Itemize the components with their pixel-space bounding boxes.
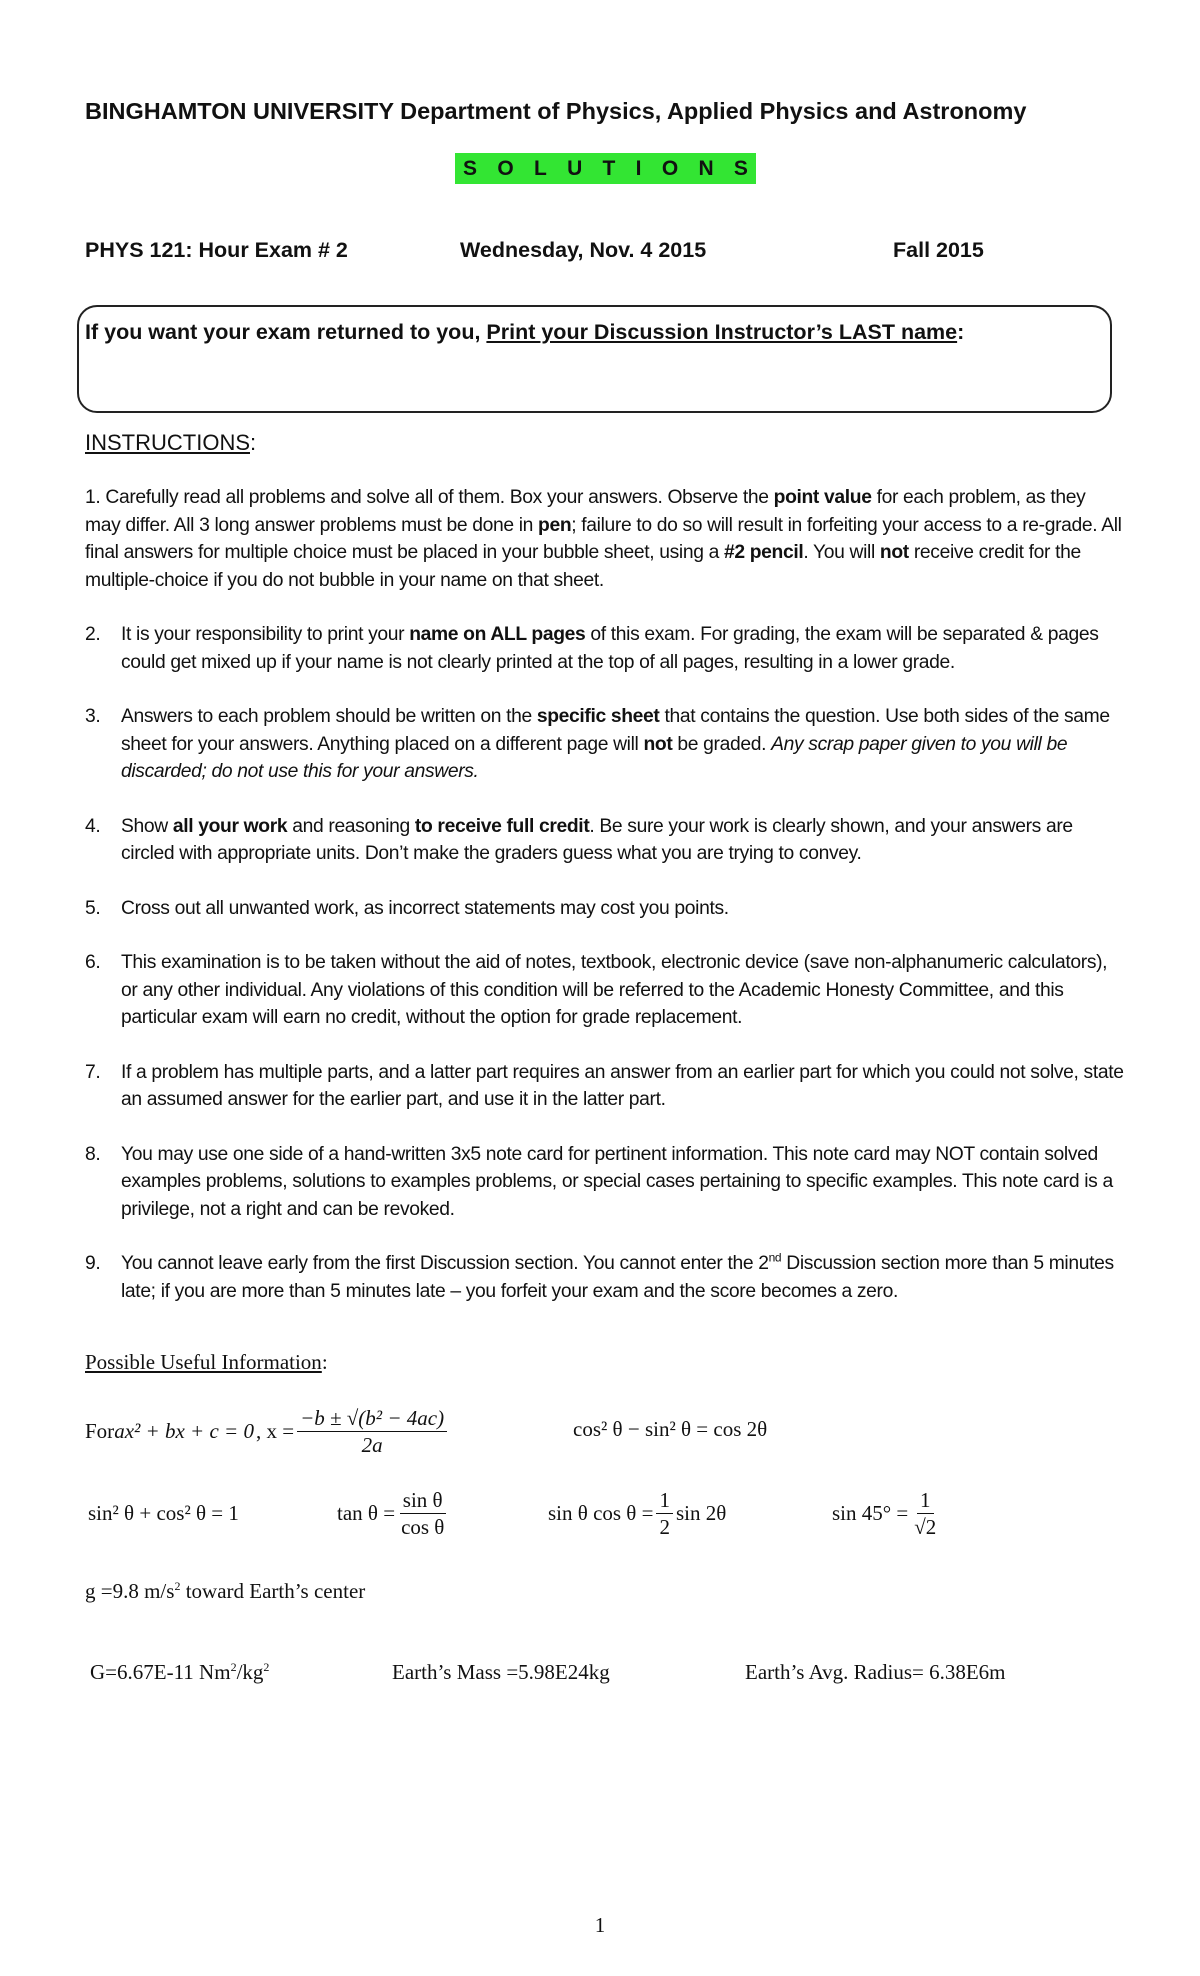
university-heading: BINGHAMTON UNIVERSITY Department of Physics, Applied Physics and Astronomy	[85, 98, 1027, 124]
instructions-list	[85, 484, 1125, 1332]
item-text: Carefully read all problems and solve all of them. Box your answers. Observe the	[100, 487, 774, 508]
useful-info-title-text: Possible Useful Information	[85, 1350, 322, 1374]
item-bold: name on ALL pages	[409, 624, 586, 645]
g-exponent: 2	[174, 1579, 181, 1593]
sincos-denominator: 2	[659, 1515, 670, 1539]
solutions-letter: L	[533, 156, 547, 180]
solutions-letter: T	[602, 156, 616, 180]
instruction-item	[85, 484, 1125, 594]
instructions-title-text: INSTRUCTIONS	[85, 430, 250, 455]
sin45-denominator: √2	[914, 1515, 937, 1539]
solutions-letter: N	[698, 156, 714, 180]
instructions-title	[85, 430, 256, 456]
G-exponent: 2	[263, 1660, 270, 1674]
item-text: Cross out all unwanted work, as incorrect statements may cost you points.	[121, 897, 729, 919]
instruction-item	[85, 949, 1125, 1032]
instruction-item	[85, 895, 1125, 923]
quadratic-formula	[85, 1405, 450, 1458]
sincos-fraction	[656, 1487, 673, 1540]
item-bold: #2 pencil	[724, 542, 804, 563]
item-bold: not	[643, 733, 673, 755]
instruction-item	[85, 1141, 1125, 1224]
item-text: This examination is to be taken without the aid of notes, textbook, electronic device (save non-alphanumeric calculators), or any other individual. Any violations of this condition will be referred to the Academic Honesty Committee, and this particular exam will earn no credit, without the option for grade replacement.	[121, 952, 1108, 1028]
earth-mass: Earth’s Mass =5.98E24kg	[392, 1660, 610, 1684]
G-mid: /kg	[236, 1660, 264, 1684]
instructor-name-prompt	[85, 320, 964, 345]
item-text: Discussion section more than 5 minutes late; if you are more than 5 minutes late – you forfeit your exam and the score becomes a zero.	[121, 1253, 1114, 1302]
pythagorean-identity: sin² θ + cos² θ = 1	[88, 1501, 239, 1525]
item-number: 2.	[85, 624, 101, 645]
solutions-letter: S	[463, 156, 478, 180]
sincos-numerator: 1	[656, 1487, 673, 1514]
item-text: You may use one side of a hand-written 3x5 note card for pertinent information. This note card may NOT contain solved examples problems, solutions to examples problems, or special cases pertaining to specific examples. This note card is a privilege, not a right and can be revoked.	[121, 1143, 1113, 1220]
item-text: ; failure to do so will result in forfeiting your access to a re-grade. All final answers for multiple choice must be placed in your bubble sheet, using a	[85, 514, 1122, 563]
item-bold: pen	[538, 514, 572, 536]
G-exponent: 2	[230, 1660, 237, 1674]
item-text: . You will	[803, 542, 880, 563]
sin45-identity	[832, 1487, 942, 1540]
sincos-lhs: sin θ cos θ =	[548, 1501, 654, 1525]
gravity-acceleration	[85, 1579, 365, 1604]
item-text: It is your responsibility to print your	[121, 624, 410, 645]
item-text: that contains the question. Use both sides of the same sheet for your answers. Anything placed on a different page will	[121, 706, 1110, 755]
instruction-item	[85, 813, 1125, 868]
item-bold: all your work	[172, 815, 288, 837]
useful-info-title	[85, 1350, 328, 1375]
quadratic-numerator: −b ± √(b² − 4ac)	[297, 1405, 447, 1432]
tan-denominator: cos θ	[401, 1515, 445, 1539]
solutions-banner	[455, 153, 756, 184]
g-text: g =9.8 m/s	[85, 1579, 175, 1603]
sin45-fraction	[911, 1487, 939, 1540]
g-rest: toward Earth’s center	[180, 1579, 366, 1603]
quadratic-for: For	[85, 1419, 115, 1443]
solutions-letter: U	[567, 156, 583, 180]
item-number: 7.	[85, 1061, 101, 1083]
item-bold: to receive full credit	[414, 815, 590, 837]
prompt-colon: :	[957, 320, 965, 344]
tan-lhs: tan θ =	[337, 1501, 396, 1525]
instruction-item	[85, 1250, 1125, 1305]
tan-numerator: sin θ	[400, 1487, 446, 1514]
gravitational-constant	[90, 1660, 269, 1685]
item-text: If a problem has multiple parts, and a latter part requires an answer from an earlier part for which you could not solve, state an assumed answer for the earlier part, and use it in the latter part.	[121, 1061, 1124, 1110]
item-superscript: nd	[768, 1250, 782, 1265]
cos-double-angle: cos² θ − sin² θ = cos 2θ	[573, 1417, 768, 1441]
item-text: for each problem, as they may differ. All 3 long answer problems must be done in	[85, 487, 1086, 536]
item-text: . Be sure your work is clearly shown, and your answers are circled with appropriate units. Don’t make the graders guess what you are trying to convey.	[121, 815, 1073, 864]
earth-radius: Earth’s Avg. Radius= 6.38E6m	[745, 1660, 1006, 1684]
solutions-letter: S	[733, 156, 748, 180]
instruction-item	[85, 703, 1125, 786]
item-italic: Any scrap paper given to you will be discarded; do not use this for your answers.	[121, 733, 1068, 782]
instruction-item	[85, 1059, 1125, 1114]
solutions-letter: O	[497, 156, 514, 180]
sin45-numerator: 1	[917, 1487, 934, 1514]
item-number: 1.	[85, 487, 101, 508]
exam-date: Wednesday, Nov. 4 2015	[460, 238, 707, 262]
instruction-item	[85, 621, 1125, 676]
term-label: Fall 2015	[893, 238, 984, 262]
quadratic-equation: ax² + bx + c = 0	[114, 1419, 254, 1443]
sincos-identity	[548, 1487, 726, 1540]
item-number: 8.	[85, 1143, 101, 1165]
solutions-letter: I	[635, 156, 642, 180]
tan-fraction	[398, 1487, 447, 1540]
item-number: 6.	[85, 952, 101, 973]
quadratic-denominator: 2a	[361, 1433, 383, 1457]
item-bold: point value	[773, 487, 872, 508]
item-number: 4.	[85, 815, 101, 837]
tan-identity	[337, 1487, 450, 1540]
item-number: 3.	[85, 706, 101, 727]
item-bold: not	[879, 542, 909, 563]
sin45-lhs: sin 45° =	[832, 1501, 909, 1525]
prompt-lead: If you want your exam returned to you,	[85, 320, 487, 344]
item-bold: specific sheet	[536, 706, 660, 727]
page-number: 1	[594, 1913, 606, 1937]
prompt-underlined: Print your Discussion Instructor’s LAST name	[486, 320, 958, 344]
useful-info-title-colon: :	[321, 1350, 328, 1374]
quadratic-fraction	[297, 1405, 447, 1458]
solutions-letter: O	[661, 156, 679, 180]
item-text: and reasoning	[287, 815, 415, 837]
instructions-title-colon: :	[250, 430, 257, 455]
item-text: Show	[121, 815, 173, 837]
item-text: You cannot leave early from the first Discussion section. You cannot enter the 2	[121, 1253, 769, 1274]
item-text: of this exam. For grading, the exam will be separated & pages could get mixed up if your name is not clearly printed at the top of all pages, resulting in a lower grade.	[121, 624, 1099, 673]
quadratic-x: , x =	[255, 1419, 295, 1443]
G-text: G=6.67E-11 Nm	[90, 1660, 231, 1684]
item-text: Answers to each problem should be written on the	[121, 706, 537, 727]
item-text: receive credit for the multiple-choice if you do not bubble in your name on that sheet.	[85, 542, 1081, 591]
item-number: 9.	[85, 1253, 101, 1274]
item-text: be graded.	[672, 733, 772, 755]
item-number: 5.	[85, 897, 101, 919]
sincos-rhs: sin 2θ	[675, 1501, 727, 1525]
course-label: PHYS 121: Hour Exam # 2	[85, 238, 348, 262]
